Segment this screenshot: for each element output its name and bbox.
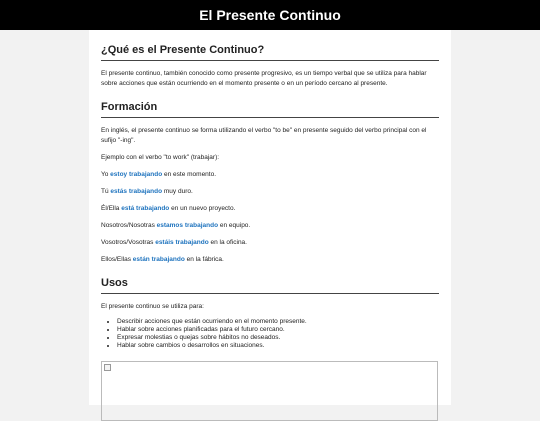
main-content <box>89 30 451 405</box>
image-placeholder <box>101 361 438 421</box>
broken-image-icon <box>104 364 111 371</box>
example-line <box>101 255 439 265</box>
example-line <box>101 238 439 248</box>
example-verb: estáis trabajando <box>155 239 209 246</box>
example-line <box>101 204 439 214</box>
list-item: • Hablar sobre cambios o desarrollos en situaciones. <box>117 342 439 350</box>
example-line <box>101 170 439 180</box>
example-subject: Él/Ella <box>101 205 122 212</box>
usos-paragraph: El presente continuo se utiliza para: <box>101 303 204 310</box>
example-subject: Yo <box>101 171 111 178</box>
example-rest: muy duro. <box>162 188 193 195</box>
example-verb: está trabajando <box>121 205 170 212</box>
example-subject: Nosotros/Nosotras <box>101 222 157 229</box>
example-subject: Tú <box>101 188 111 195</box>
usos-list <box>101 318 439 350</box>
example-line <box>101 221 439 231</box>
list-item: • Describir acciones que están ocurriendo en el momento presente. <box>117 318 439 326</box>
page-header <box>0 0 540 30</box>
example-rest: en equipo. <box>218 222 251 229</box>
heading-intro: ¿Qué es el Presente Continuo? <box>101 44 439 61</box>
formacion-paragraph: En inglés, el presente continuo se forma utilizando el verbo "to be" en presente seguido del verbo principal con el sufijo "-ing". <box>101 127 427 144</box>
example-rest: en la oficina. <box>208 239 247 246</box>
example-rest: en un nuevo proyecto. <box>169 205 236 212</box>
list-item: • Hablar sobre acciones planificadas para el futuro cercano. <box>117 326 439 334</box>
example-intro: Ejemplo con el verbo "to work" (trabajar): <box>101 154 220 161</box>
example-verb: estás trabajando <box>110 188 163 195</box>
example-subject: Vosotros/Vosotras <box>101 239 156 246</box>
example-rest: en la fábrica. <box>184 256 224 263</box>
heading-usos: Usos <box>101 277 439 294</box>
example-verb: estamos trabajando <box>156 222 219 229</box>
example-verb: estoy trabajando <box>110 171 163 178</box>
example-rest: en este momento. <box>162 171 217 178</box>
list-item: • Expresar molestias o quejas sobre hábitos no deseados. <box>117 334 439 342</box>
heading-formacion: Formación <box>101 101 439 118</box>
page-title: El Presente Continuo <box>199 7 341 23</box>
intro-paragraph: El presente continuo, también conocido como presente progresivo, es un tiempo verbal que se utiliza para hablar sobre acciones que están ocurriendo en el momento presente o en un período cercano al presente. <box>101 70 427 87</box>
example-subject: Ellos/Ellas <box>101 256 133 263</box>
example-line <box>101 187 439 197</box>
example-verb: están trabajando <box>132 256 185 263</box>
